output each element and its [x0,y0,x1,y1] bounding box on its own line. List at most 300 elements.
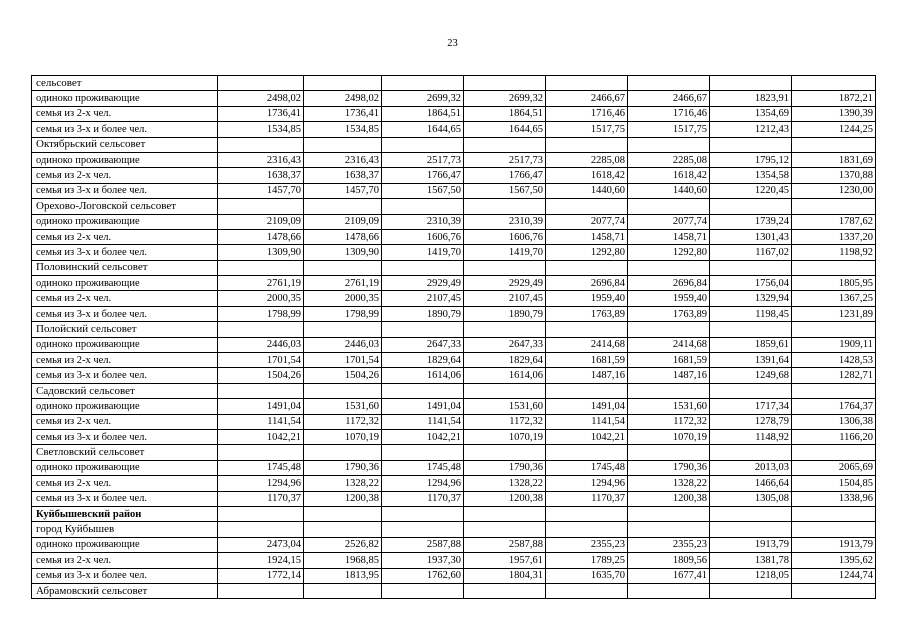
value-cell: 1534,85 [304,122,382,137]
value-cell: 1859,61 [710,337,792,352]
value-cell: 1390,39 [792,106,876,121]
row-label: семья из 2-х чел. [32,291,218,306]
value-cell: 1517,75 [546,122,628,137]
row-label: семья из 2-х чел. [32,229,218,244]
value-cell: 1381,78 [710,553,792,568]
section-title: Орехово-Логовской сельсовет [32,199,218,214]
value-cell [218,322,304,337]
value-cell: 1717,34 [710,399,792,414]
value-cell: 1328,22 [304,476,382,491]
value-cell: 2473,04 [218,537,304,552]
value-cell [304,322,382,337]
value-cell [218,76,304,91]
value-cell [792,522,876,537]
row-label: семья из 2-х чел. [32,168,218,183]
row-label: семья из 3-х и более чел. [32,306,218,321]
table-row [32,291,876,306]
value-cell: 2109,09 [218,214,304,229]
value-cell: 2355,23 [628,537,710,552]
value-cell [546,322,628,337]
value-cell: 1614,06 [382,368,464,383]
value-cell: 2109,09 [304,214,382,229]
section-title: Половинский сельсовет [32,260,218,275]
value-cell: 1798,99 [304,306,382,321]
row-label: одиноко проживающие [32,537,218,552]
value-cell [710,445,792,460]
value-cell: 2647,33 [382,337,464,352]
value-cell: 1890,79 [464,306,546,321]
value-cell: 2077,74 [546,214,628,229]
value-cell [464,383,546,398]
section-title: город Куйбышев [32,522,218,537]
value-cell: 2517,73 [464,152,546,167]
value-cell [628,506,710,521]
value-cell: 1487,16 [546,368,628,383]
row-label: одиноко проживающие [32,337,218,352]
value-cell: 1805,95 [792,276,876,291]
section-header-row [32,383,876,398]
value-cell [464,76,546,91]
value-cell: 1466,64 [710,476,792,491]
table-row [32,368,876,383]
value-cell: 1618,42 [546,168,628,183]
table-row [32,168,876,183]
value-cell: 1487,16 [628,368,710,383]
value-cell: 1309,90 [304,245,382,260]
row-label: одиноко проживающие [32,276,218,291]
value-cell: 1567,50 [464,183,546,198]
value-cell: 1701,54 [304,353,382,368]
value-cell: 1517,75 [628,122,710,137]
value-cell: 2355,23 [546,537,628,552]
value-cell [464,322,546,337]
value-cell [464,445,546,460]
value-cell: 2647,33 [464,337,546,352]
value-cell [546,260,628,275]
value-cell: 1681,59 [628,353,710,368]
value-cell: 1534,85 [218,122,304,137]
value-cell: 1141,54 [218,414,304,429]
value-cell: 1790,36 [304,460,382,475]
table-row [32,106,876,121]
value-cell: 1042,21 [218,429,304,444]
value-cell [218,445,304,460]
value-cell: 1294,96 [382,476,464,491]
value-cell [792,260,876,275]
value-cell: 1795,12 [710,152,792,167]
value-cell: 1823,91 [710,91,792,106]
table-row [32,306,876,321]
section-header-row [32,322,876,337]
value-cell: 1716,46 [546,106,628,121]
value-cell: 1419,70 [464,245,546,260]
value-cell: 2761,19 [218,276,304,291]
value-cell: 1790,36 [464,460,546,475]
value-cell [382,76,464,91]
value-cell: 1745,48 [382,460,464,475]
value-cell: 1354,69 [710,106,792,121]
value-cell: 1141,54 [546,414,628,429]
value-cell [546,506,628,521]
value-cell: 1567,50 [382,183,464,198]
value-cell: 2699,32 [464,91,546,106]
value-cell: 1638,37 [218,168,304,183]
value-cell: 2587,88 [464,537,546,552]
value-cell: 1491,04 [546,399,628,414]
value-cell: 1167,02 [710,245,792,260]
value-cell: 1282,71 [792,368,876,383]
value-cell: 2466,67 [546,91,628,106]
value-cell [218,522,304,537]
table-body [32,76,876,599]
value-cell: 1230,00 [792,183,876,198]
table-row [32,276,876,291]
table-row [32,414,876,429]
row-label: семья из 2-х чел. [32,353,218,368]
value-cell: 1745,48 [218,460,304,475]
value-cell: 1200,38 [628,491,710,506]
table-row [32,491,876,506]
value-cell: 1309,90 [218,245,304,260]
value-cell [628,522,710,537]
value-cell: 1172,32 [464,414,546,429]
value-cell: 1172,32 [628,414,710,429]
value-cell: 1762,60 [382,568,464,583]
value-cell [382,506,464,521]
value-cell [628,137,710,152]
value-cell: 1787,62 [792,214,876,229]
value-cell: 1635,70 [546,568,628,583]
row-label: семья из 3-х и более чел. [32,429,218,444]
row-label: семья из 3-х и более чел. [32,568,218,583]
value-cell: 1909,11 [792,337,876,352]
row-label: одиноко проживающие [32,399,218,414]
value-cell [628,199,710,214]
value-cell: 1212,43 [710,122,792,137]
value-cell: 1458,71 [546,229,628,244]
value-cell [546,383,628,398]
value-cell: 1681,59 [546,353,628,368]
section-title: сельсовет [32,76,218,91]
value-cell: 2310,39 [382,214,464,229]
section-header-row [32,199,876,214]
tariff-table [31,75,876,599]
value-cell: 1804,31 [464,568,546,583]
value-cell [628,383,710,398]
value-cell: 1440,60 [628,183,710,198]
value-cell: 1170,37 [218,491,304,506]
value-cell: 2107,45 [464,291,546,306]
value-cell: 1763,89 [546,306,628,321]
value-cell: 1166,20 [792,429,876,444]
value-cell: 2414,68 [546,337,628,352]
value-cell [218,506,304,521]
value-cell: 2310,39 [464,214,546,229]
value-cell [710,522,792,537]
value-cell: 1957,61 [464,553,546,568]
value-cell: 1249,68 [710,368,792,383]
value-cell: 2498,02 [304,91,382,106]
row-label: семья из 3-х и более чел. [32,183,218,198]
value-cell [546,199,628,214]
value-cell: 1772,14 [218,568,304,583]
value-cell: 1070,19 [628,429,710,444]
table-row [32,183,876,198]
value-cell: 1391,64 [710,353,792,368]
value-cell: 2929,49 [382,276,464,291]
value-cell [382,199,464,214]
value-cell [382,445,464,460]
value-cell: 1458,71 [628,229,710,244]
table-row [32,460,876,475]
table-row [32,152,876,167]
section-title: Абрамовский сельсовет [32,583,218,598]
value-cell [382,322,464,337]
value-cell [382,383,464,398]
value-cell: 1294,96 [546,476,628,491]
value-cell: 1716,46 [628,106,710,121]
table-row [32,122,876,137]
value-cell: 1829,64 [464,353,546,368]
row-label: одиноко проживающие [32,152,218,167]
value-cell [304,383,382,398]
table-row [32,568,876,583]
value-cell: 1148,92 [710,429,792,444]
value-cell: 1329,94 [710,291,792,306]
row-label: семья из 2-х чел. [32,106,218,121]
value-cell [546,445,628,460]
value-cell [464,522,546,537]
value-cell [710,199,792,214]
section-title: Октябрьский сельсовет [32,137,218,152]
value-cell: 1756,04 [710,276,792,291]
value-cell: 1959,40 [628,291,710,306]
value-cell: 1141,54 [382,414,464,429]
value-cell: 1170,37 [382,491,464,506]
value-cell [546,522,628,537]
value-cell: 1644,65 [382,122,464,137]
value-cell [710,260,792,275]
value-cell: 2065,69 [792,460,876,475]
value-cell: 1395,62 [792,553,876,568]
value-cell: 2929,49 [464,276,546,291]
value-cell: 1292,80 [628,245,710,260]
value-cell [792,322,876,337]
value-cell: 1766,47 [464,168,546,183]
section-title: Полойский сельсовет [32,322,218,337]
row-label: семья из 2-х чел. [32,553,218,568]
value-cell: 2013,03 [710,460,792,475]
value-cell: 2285,08 [628,152,710,167]
value-cell: 1301,43 [710,229,792,244]
value-cell: 1789,25 [546,553,628,568]
value-cell: 1831,69 [792,152,876,167]
value-cell [546,76,628,91]
section-title: Светловский сельсовет [32,445,218,460]
value-cell [710,137,792,152]
value-cell: 1913,79 [710,537,792,552]
value-cell: 1813,95 [304,568,382,583]
value-cell: 2498,02 [218,91,304,106]
value-cell: 2000,35 [304,291,382,306]
value-cell: 1292,80 [546,245,628,260]
value-cell [710,506,792,521]
value-cell [546,583,628,598]
value-cell: 2077,74 [628,214,710,229]
value-cell [218,260,304,275]
value-cell: 2526,82 [304,537,382,552]
value-cell [218,583,304,598]
value-cell [628,322,710,337]
section-title: Садовский сельсовет [32,383,218,398]
value-cell [792,445,876,460]
value-cell [218,137,304,152]
value-cell: 1328,22 [464,476,546,491]
value-cell: 2316,43 [218,152,304,167]
value-cell: 1338,96 [792,491,876,506]
value-cell: 1763,89 [628,306,710,321]
value-cell: 1864,51 [382,106,464,121]
value-cell: 1959,40 [546,291,628,306]
row-label: семья из 3-х и более чел. [32,245,218,260]
value-cell: 1218,05 [710,568,792,583]
table-row [32,91,876,106]
value-cell: 1924,15 [218,553,304,568]
value-cell: 1370,88 [792,168,876,183]
value-cell: 2107,45 [382,291,464,306]
value-cell: 1440,60 [546,183,628,198]
value-cell: 1491,04 [218,399,304,414]
value-cell: 1070,19 [304,429,382,444]
value-cell [382,260,464,275]
value-cell: 1200,38 [464,491,546,506]
value-cell: 1937,30 [382,553,464,568]
row-label: семья из 2-х чел. [32,476,218,491]
value-cell: 1504,26 [218,368,304,383]
value-cell: 2316,43 [304,152,382,167]
value-cell: 1968,85 [304,553,382,568]
value-cell [464,506,546,521]
row-label: семья из 3-х и более чел. [32,491,218,506]
value-cell: 1531,60 [628,399,710,414]
value-cell: 1337,20 [792,229,876,244]
value-cell [382,137,464,152]
section-header-row [32,445,876,460]
value-cell: 1491,04 [382,399,464,414]
section-header-row [32,137,876,152]
value-cell: 2761,19 [304,276,382,291]
value-cell: 1457,70 [218,183,304,198]
value-cell [792,383,876,398]
section-header-row [32,522,876,537]
value-cell: 1278,79 [710,414,792,429]
value-cell: 2466,67 [628,91,710,106]
table-row [32,476,876,491]
value-cell: 1798,99 [218,306,304,321]
value-cell: 1745,48 [546,460,628,475]
value-cell: 1739,24 [710,214,792,229]
district-title: Куйбышевский район [32,506,218,521]
value-cell: 2285,08 [546,152,628,167]
section-header-row [32,260,876,275]
value-cell: 2414,68 [628,337,710,352]
value-cell: 1220,45 [710,183,792,198]
value-cell: 1766,47 [382,168,464,183]
value-cell [382,583,464,598]
table-row [32,229,876,244]
page-number: 23 [447,38,458,49]
row-label: семья из 3-х и более чел. [32,368,218,383]
value-cell [628,583,710,598]
value-cell: 1531,60 [464,399,546,414]
value-cell: 1614,06 [464,368,546,383]
value-cell: 1478,66 [304,229,382,244]
table-row [32,399,876,414]
value-cell: 1764,37 [792,399,876,414]
value-cell [546,137,628,152]
value-cell: 1428,53 [792,353,876,368]
value-cell: 1306,38 [792,414,876,429]
value-cell: 1244,25 [792,122,876,137]
value-cell [710,583,792,598]
row-label: одиноко проживающие [32,214,218,229]
value-cell: 2000,35 [218,291,304,306]
value-cell [304,506,382,521]
value-cell: 2517,73 [382,152,464,167]
value-cell [792,583,876,598]
value-cell: 1478,66 [218,229,304,244]
value-cell: 1231,89 [792,306,876,321]
value-cell: 1042,21 [382,429,464,444]
value-cell: 1790,36 [628,460,710,475]
value-cell: 1913,79 [792,537,876,552]
value-cell: 1305,08 [710,491,792,506]
value-cell: 1294,96 [218,476,304,491]
value-cell: 1809,56 [628,553,710,568]
value-cell: 1736,41 [218,106,304,121]
value-cell: 1531,60 [304,399,382,414]
value-cell: 1198,45 [710,306,792,321]
value-cell [628,260,710,275]
value-cell: 2696,84 [628,276,710,291]
value-cell [710,383,792,398]
row-label: семья из 3-х и более чел. [32,122,218,137]
value-cell [464,583,546,598]
value-cell: 1244,74 [792,568,876,583]
value-cell [628,445,710,460]
value-cell [464,260,546,275]
value-cell: 1170,37 [546,491,628,506]
value-cell: 1701,54 [218,353,304,368]
value-cell: 1864,51 [464,106,546,121]
value-cell [304,260,382,275]
value-cell [464,137,546,152]
value-cell: 1644,65 [464,122,546,137]
value-cell [304,522,382,537]
table-row [32,537,876,552]
value-cell [218,199,304,214]
table-row [32,214,876,229]
value-cell [710,322,792,337]
value-cell: 1829,64 [382,353,464,368]
table-row [32,429,876,444]
value-cell: 1198,92 [792,245,876,260]
row-label: одиноко проживающие [32,91,218,106]
row-label: одиноко проживающие [32,460,218,475]
value-cell: 2696,84 [546,276,628,291]
value-cell: 1172,32 [304,414,382,429]
value-cell: 1736,41 [304,106,382,121]
